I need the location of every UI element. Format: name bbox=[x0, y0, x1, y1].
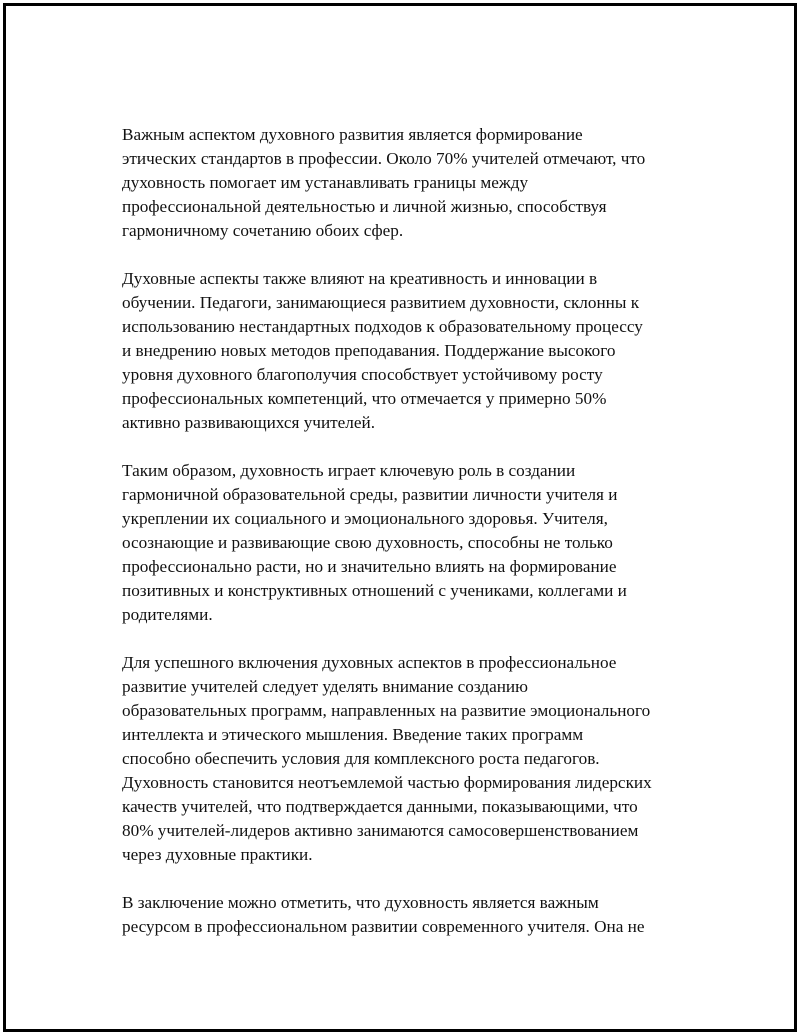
text-line: уровня духовного благополучия способствует устойчивому росту bbox=[122, 365, 603, 384]
text-line: использованию нестандартных подходов к образовательному процессу bbox=[122, 317, 643, 336]
text-line: гармоничной образовательной среды, развитии личности учителя и bbox=[122, 485, 618, 504]
text-line: Духовные аспекты также влияют на креативность и инновации в bbox=[122, 269, 598, 288]
text-line: ресурсом в профессиональном развитии современного учителя. Она не bbox=[122, 917, 645, 936]
text-line: способно обеспечить условия для комплексного роста педагогов. bbox=[122, 749, 600, 768]
text-line: родителями. bbox=[122, 605, 213, 624]
text-line: укреплении их социального и эмоционального здоровья. Учителя, bbox=[122, 509, 608, 528]
paragraph-4 bbox=[122, 651, 697, 867]
paragraph-5 bbox=[122, 891, 697, 939]
text-line: духовность помогает им устанавливать границы между bbox=[122, 173, 529, 192]
text-line: позитивных и конструктивных отношений с учениками, коллегами и bbox=[122, 581, 627, 600]
text-line: развитие учителей следует уделять внимание созданию bbox=[122, 677, 528, 696]
paragraph-2 bbox=[122, 267, 697, 435]
text-line: профессионально расти, но и значительно влиять на формирование bbox=[122, 557, 617, 576]
text-line: обучении. Педагоги, занимающиеся развитием духовности, склонны к bbox=[122, 293, 640, 312]
text-line: 80% учителей-лидеров активно занимаются самосовершенствованием bbox=[122, 821, 639, 840]
text-line: интеллекта и этического мышления. Введение таких программ bbox=[122, 725, 584, 744]
text-line: профессиональных компетенций, что отмечается у примерно 50% bbox=[122, 389, 607, 408]
paragraph-1 bbox=[122, 123, 697, 243]
paragraph-3 bbox=[122, 459, 697, 627]
text-line: и внедрению новых методов преподавания. Поддержание высокого bbox=[122, 341, 616, 360]
document-body bbox=[122, 123, 697, 963]
page-frame bbox=[3, 3, 797, 1032]
text-line: В заключение можно отметить, что духовность является важным bbox=[122, 893, 599, 912]
text-line: осознающие и развивающие свою духовность, способны не только bbox=[122, 533, 613, 552]
text-line: Важным аспектом духовного развития является формирование bbox=[122, 125, 583, 144]
text-line: этических стандартов в профессии. Около 70% учителей отмечают, что bbox=[122, 149, 646, 168]
text-line: Для успешного включения духовных аспектов в профессиональное bbox=[122, 653, 617, 672]
text-line: Таким образом, духовность играет ключевую роль в создании bbox=[122, 461, 576, 480]
text-line: образовательных программ, направленных на развитие эмоционального bbox=[122, 701, 651, 720]
text-line: гармоничному сочетанию обоих сфер. bbox=[122, 221, 404, 240]
text-line: активно развивающихся учителей. bbox=[122, 413, 375, 432]
text-line: качеств учителей, что подтверждается данными, показывающими, что bbox=[122, 797, 638, 816]
text-line: профессиональной деятельностью и личной жизнью, способствуя bbox=[122, 197, 607, 216]
text-line: через духовные практики. bbox=[122, 845, 313, 864]
text-line: Духовность становится неотъемлемой частью формирования лидерских bbox=[122, 773, 652, 792]
